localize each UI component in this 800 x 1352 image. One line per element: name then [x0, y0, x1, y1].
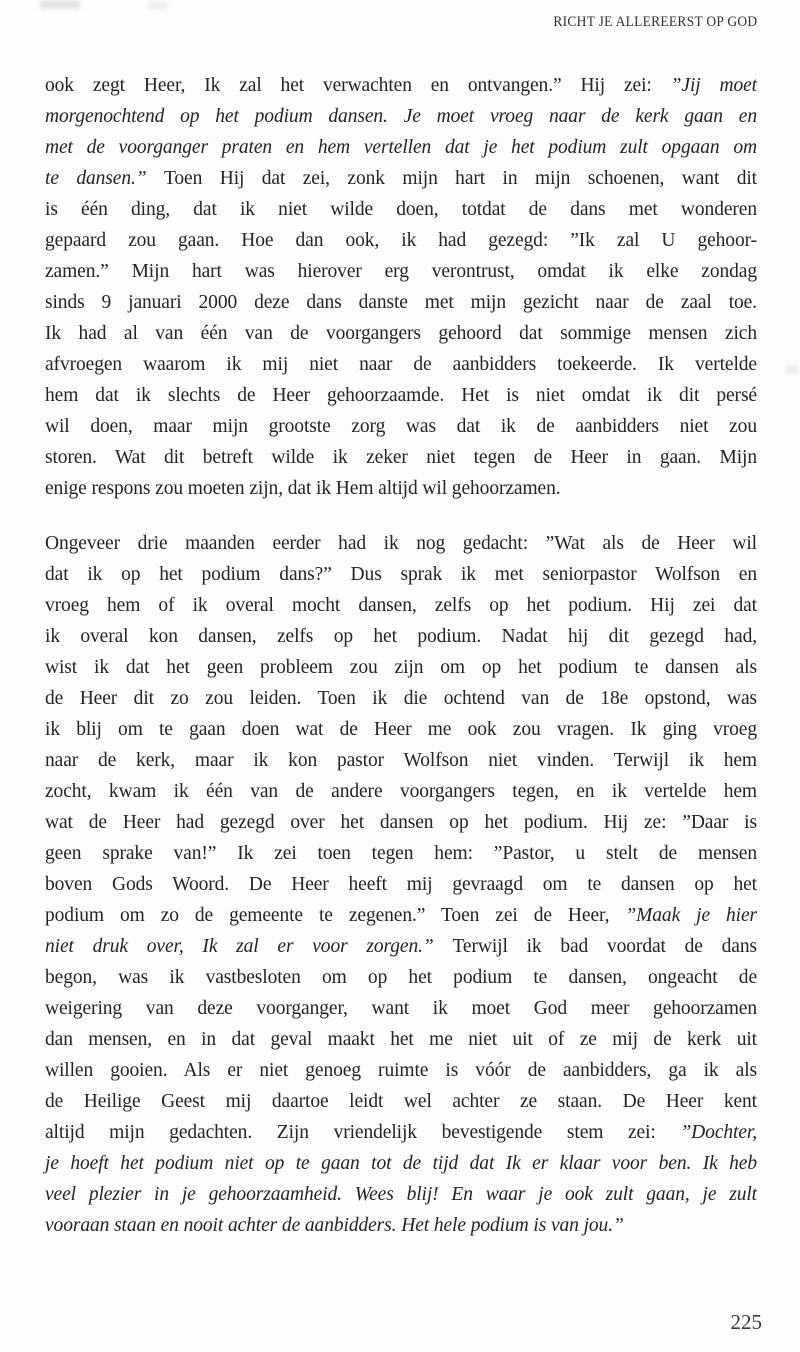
italic-text: je hoeft het podium niet op te gaan tot de tijd dat Ik er klaar voor ben. Ik heb	[45, 1153, 757, 1174]
text-segment: zamen.” Mijn hart was hierover erg verontrust, omdat ik elke zondag	[45, 261, 757, 282]
text-segment: de Heer dit zo zou leiden. Toen ik die ochtend van de 18e opstond, was	[45, 688, 757, 709]
text-segment: dan mensen, en in dat geval maakt het me niet uit of ze mij de kerk uit	[45, 1029, 757, 1050]
text-line	[45, 714, 757, 745]
italic-text: morgenochtend op het podium dansen. Je moet vroeg naar de kerk gaan en	[45, 106, 757, 127]
text-segment: gepaard zou gaan. Hoe dan ook, ik had gezegd: ”Ik zal U gehoor-	[45, 230, 757, 251]
italic-text: te dansen.”	[45, 168, 164, 189]
text-line	[45, 442, 757, 473]
text-segment: vroeg hem of ik overal mocht dansen, zelfs op het podium. Hij zei dat	[45, 595, 757, 616]
text-line	[45, 1055, 757, 1086]
text-line	[45, 380, 757, 411]
text-line	[45, 318, 757, 349]
text-line	[45, 528, 757, 559]
text-segment: Terwijl ik bad voordat de dans	[452, 936, 757, 957]
text-segment: altijd mijn gedachten. Zijn vriendelijk bevestigende stem zei:	[45, 1122, 681, 1143]
italic-text: niet druk over, Ik zal er voor zorgen.”	[45, 936, 453, 957]
italic-text: vooraan staan en nooit achter de aanbidders. Het hele podium is van jou.”	[45, 1215, 624, 1236]
text-line	[45, 1179, 757, 1210]
text-line	[45, 411, 757, 442]
text-line	[45, 962, 757, 993]
text-segment: wat de Heer had gezegd over het dansen op het podium. Hij ze: ”Daar is	[45, 812, 757, 833]
text-segment: wil doen, maar mijn grootste zorg was dat ik de aanbidders niet zou	[45, 416, 757, 437]
body-text	[45, 70, 757, 1241]
running-header: RICHT JE ALLEREERST OP GOD	[552, 14, 757, 30]
text-line	[45, 931, 757, 962]
text-line	[45, 473, 757, 504]
text-line	[45, 256, 757, 287]
text-line	[45, 101, 757, 132]
text-segment: Ik had al van één van de voorgangers gehoord dat sommige mensen zich	[45, 323, 757, 344]
text-line	[45, 194, 757, 225]
text-segment: dat ik op het podium dans?” Dus sprak ik met seniorpastor Wolfson en	[45, 564, 757, 585]
text-line	[45, 1024, 757, 1055]
text-segment: sinds 9 januari 2000 deze dans danste met mijn gezicht naar de zaal toe.	[45, 292, 757, 313]
scan-artifact	[148, 2, 168, 9]
italic-text: veel plezier in je gehoorzaamheid. Wees blij! En waar je ook zult gaan, je zult	[45, 1184, 757, 1205]
text-line	[45, 132, 757, 163]
text-segment: Ongeveer drie maanden eerder had ik nog gedacht: ”Wat als de Heer wil	[45, 533, 757, 554]
text-segment: ik overal kon dansen, zelfs op het podium. Nadat hij dit gezegd had,	[45, 626, 757, 647]
text-line	[45, 683, 757, 714]
text-line	[45, 287, 757, 318]
text-line	[45, 1117, 757, 1148]
text-line	[45, 225, 757, 256]
text-line	[45, 621, 757, 652]
text-segment: begon, was ik vastbesloten om op het podium te dansen, ongeacht de	[45, 967, 757, 988]
text-line	[45, 163, 757, 194]
text-line	[45, 70, 757, 101]
text-segment: naar de kerk, maar ik kon pastor Wolfson niet vinden. Terwijl ik hem	[45, 750, 757, 771]
text-segment: boven Gods Woord. De Heer heeft mij gevraagd om te dansen op het	[45, 874, 757, 895]
page-number: 225	[730, 1310, 762, 1334]
italic-text: ”Dochter,	[680, 1122, 757, 1143]
text-line	[45, 745, 757, 776]
text-line	[45, 559, 757, 590]
text-segment: weigering van deze voorganger, want ik moet God meer gehoorzamen	[45, 998, 757, 1019]
text-segment: storen. Wat dit betreft wilde ik zeker niet tegen de Heer in gaan. Mijn	[45, 447, 757, 468]
italic-text: ”Jij moet	[670, 75, 757, 96]
text-segment: zocht, kwam ik één van de andere voorgangers tegen, en ik vertelde hem	[45, 781, 757, 802]
text-segment: geen sprake van!” Ik zei toen tegen hem: ”Pastor, u stelt de mensen	[45, 843, 757, 864]
text-line	[45, 807, 757, 838]
text-line	[45, 349, 757, 380]
scan-artifact	[786, 366, 798, 373]
text-line	[45, 652, 757, 683]
text-line	[45, 838, 757, 869]
scan-artifact	[40, 0, 80, 9]
text-segment: de Heilige Geest mij daartoe leidt wel achter ze staan. De Heer kent	[45, 1091, 757, 1112]
paragraph	[45, 70, 757, 504]
paragraph	[45, 528, 757, 1241]
text-segment: podium om zo de gemeente te zegenen.” Toen zei de Heer,	[45, 905, 626, 926]
text-segment: ook zegt Heer, Ik zal het verwachten en ontvangen.” Hij zei:	[45, 75, 671, 96]
italic-text: ”Maak je hier	[625, 905, 758, 926]
text-segment: willen gooien. Als er niet genoeg ruimte is vóór de aanbidders, ga ik als	[45, 1060, 757, 1081]
text-line	[45, 1148, 757, 1179]
text-line	[45, 1086, 757, 1117]
text-line	[45, 993, 757, 1024]
text-line	[45, 590, 757, 621]
text-segment: wist ik dat het geen probleem zou zijn om op het podium te dansen als	[45, 657, 757, 678]
text-segment: afvroegen waarom ik mij niet naar de aanbidders toekeerde. Ik vertelde	[45, 354, 757, 375]
text-segment: enige respons zou moeten zijn, dat ik Hem altijd wil gehoorzamen.	[45, 478, 561, 499]
text-line	[45, 776, 757, 807]
italic-text: met de voorganger praten en hem vertellen dat je het podium zult opgaan om	[45, 137, 757, 158]
text-segment: ik blij om te gaan doen wat de Heer me ook zou vragen. Ik ging vroeg	[45, 719, 757, 740]
text-segment: is één ding, dat ik niet wilde doen, totdat de dans met wonderen	[45, 199, 757, 220]
text-line	[45, 869, 757, 900]
text-line	[45, 900, 757, 931]
text-segment: hem dat ik slechts de Heer gehoorzaamde. Het is niet omdat ik dit persé	[45, 385, 757, 406]
text-segment: Toen Hij dat zei, zonk mijn hart in mijn schoenen, want dit	[163, 168, 757, 189]
text-line	[45, 1210, 757, 1241]
